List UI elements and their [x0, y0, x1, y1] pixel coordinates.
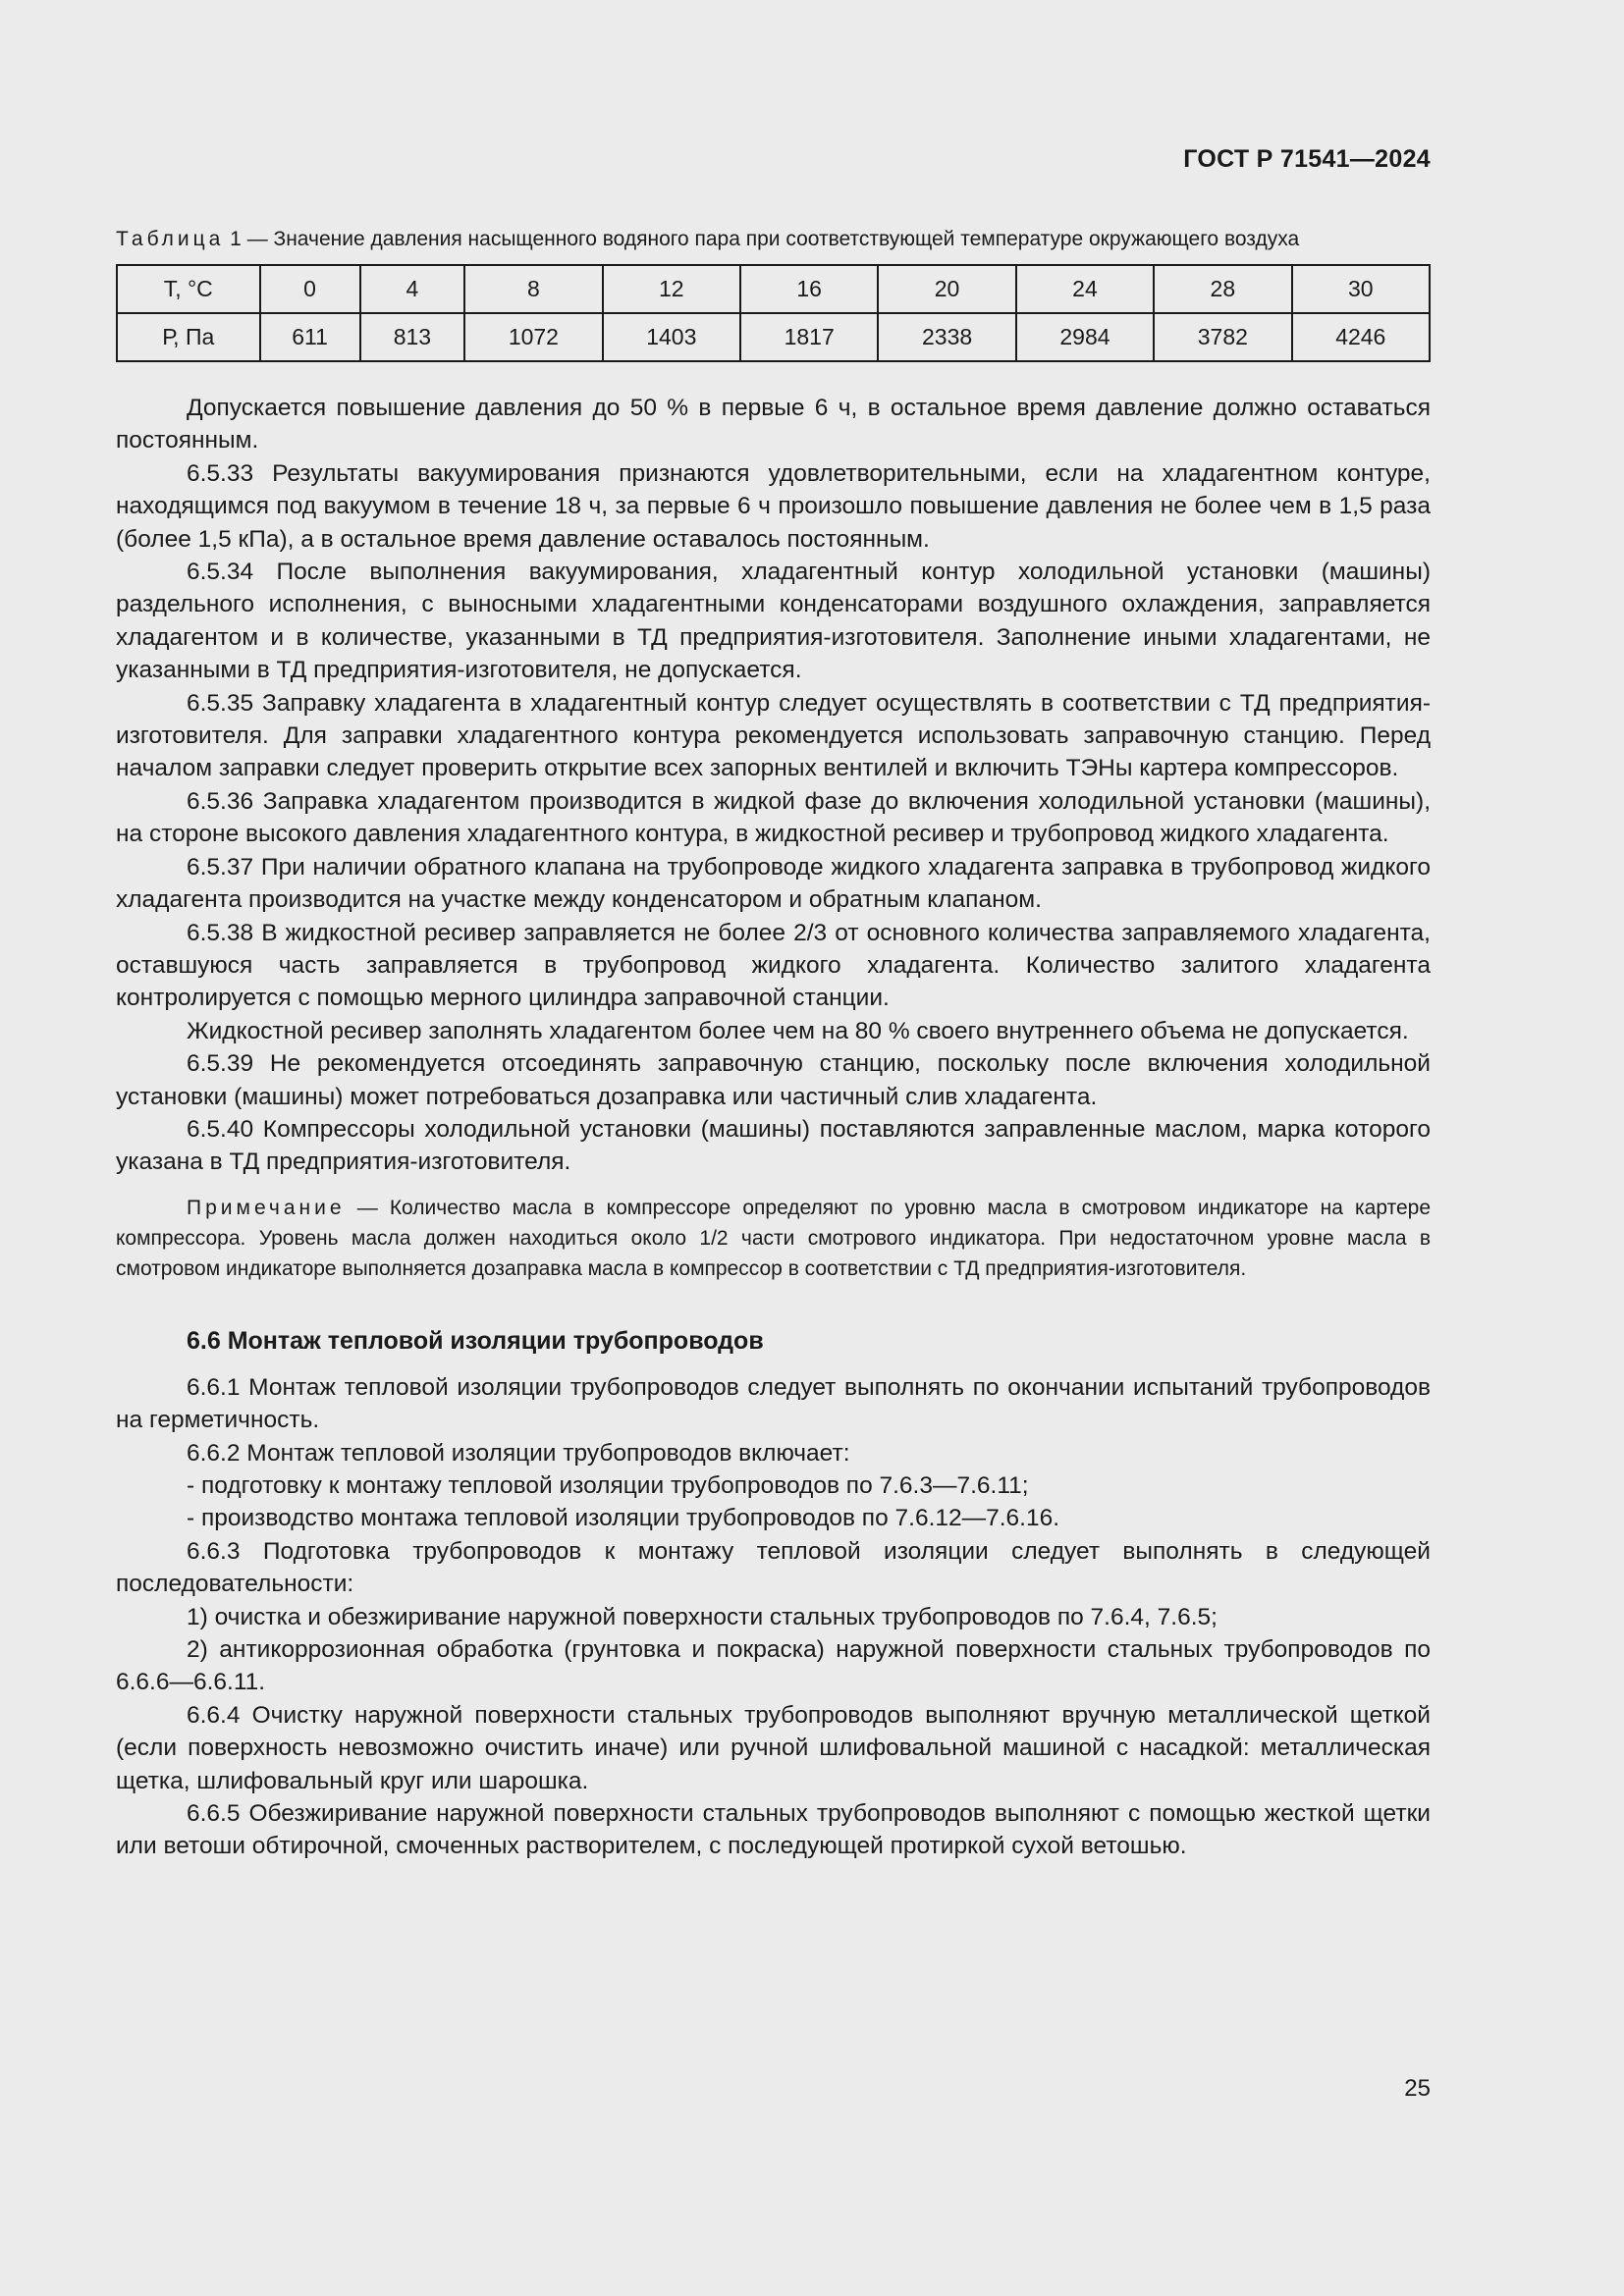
body-paragraph: 6.6.3 Подготовка трубопроводов к монтажу тепловой изоляции следует выполнять в следующей последовательности: — [116, 1537, 1431, 1598]
table-cell: 2984 — [1016, 313, 1154, 361]
table-cell: 0 — [260, 265, 360, 313]
table-row — [117, 313, 1430, 361]
table-cell: 3782 — [1154, 313, 1291, 361]
paragraphs-block-b — [116, 1371, 1431, 1863]
body-paragraph: 6.5.40 Компрессоры холодильной установки (машины) поставляются заправленные маслом, марка которого указана в ТД предприятия-изготовителя. — [116, 1115, 1431, 1176]
table-cell: 813 — [360, 313, 465, 361]
table-row-header: Р, Па — [117, 313, 260, 361]
table-cell: 30 — [1292, 265, 1430, 313]
table-cell: 1072 — [464, 313, 602, 361]
body-paragraph: - подготовку к монтажу тепловой изоляции трубопроводов по 7.6.3—7.6.11; — [187, 1471, 1029, 1499]
body-paragraph: 6.5.35 Заправку хладагента в хладагентный контур следует осуществлять в соответствии с ТД предприятия-изготовителя. Для заправки хладагентного контура рекомендуется использовать заправочную станцию. Перед началом заправки следует проверить открытие всех запорных вентилей и включить ТЭНы картера компрессоров. — [116, 689, 1431, 782]
note-paragraph — [116, 1193, 1431, 1284]
table-cell: 8 — [464, 265, 602, 313]
table-cell: 1403 — [603, 313, 740, 361]
table-cell: 4246 — [1292, 313, 1430, 361]
body-paragraph: Допускается повышение давления до 50 % в первые 6 ч, в остальное время давление должно оставаться постоянным. — [116, 395, 1431, 454]
table-caption — [116, 224, 1431, 254]
table-cell: 4 — [360, 265, 465, 313]
table-cell: 24 — [1016, 265, 1154, 313]
table-cell: 12 — [603, 265, 740, 313]
body-paragraph: 6.6.4 Очистку наружной поверхности стальных трубопроводов выполняют вручную металлической щеткой (если поверхность невозможно очистить иначе) или ручной шлифовальной машиной с насадкой: металлическая щетка, шлифовальный круг или шарошка. — [116, 1701, 1431, 1794]
table-cell: 2338 — [878, 313, 1015, 361]
body-paragraph: 6.6.5 Обезжиривание наружной поверхности стальных трубопроводов выполняют с помощью жесткой щетки или ветоши обтирочной, смоченных растворителем, с последующей протиркой сухой ветошью. — [116, 1800, 1431, 1860]
paragraphs-block-a — [116, 392, 1431, 1179]
note-label: Примечание — [187, 1196, 346, 1219]
table-row-header: Т, °С — [117, 265, 260, 313]
body-paragraph: 6.6.2 Монтаж тепловой изоляции трубопроводов включает: — [187, 1439, 850, 1467]
section-heading: 6.6 Монтаж тепловой изоляции трубопроводов — [187, 1326, 764, 1355]
body-paragraph: 6.5.34 После выполнения вакуумирования, хладагентный контур холодильной установки (машины) раздельного исполнения, с выносными хладагентными конденсаторами воздушного охлаждения, заправляется хладагентом и в количестве, указанными в ТД предприятия-изготовителя. Заполнение иными хладагентами, не указанными в ТД предприятия-изготовителя, не допускается. — [116, 559, 1431, 684]
table-row — [117, 265, 1430, 313]
body-paragraph: 6.5.39 Не рекомендуется отсоединять заправочную станцию, поскольку после включения холодильной установки (машины) может потребоваться дозаправка или частичный слив хладагента. — [116, 1050, 1431, 1110]
body-paragraph: 6.5.38 В жидкостной ресивер заправляется не более 2/3 от основного количества заправляемого хладагента, оставшуюся часть заправляется в трубопровод жидкого хладагента. Количество залитого хладагента контролируется с помощью мерного цилиндра заправочной станции. — [116, 919, 1431, 1012]
body-paragraph: Жидкостной ресивер заполнять хладагентом более чем на 80 % своего внутреннего объема не допускается. — [187, 1017, 1409, 1044]
body-paragraph: 6.6.1 Монтаж тепловой изоляции трубопроводов следует выполнять по окончании испытаний трубопроводов на герметичность. — [116, 1373, 1431, 1434]
body-paragraph: 6.5.36 Заправка хладагентом производится в жидкой фазе до включения холодильной установки (машины), на стороне высокого давления хладагентного контура, в жидкостной ресивер и трубопровод жидкого хладагента. — [116, 787, 1431, 848]
table-cell: 20 — [878, 265, 1015, 313]
body-paragraph: 2) антикоррозионная обработка (грунтовка и покраска) наружной поверхности стальных трубопроводов по 6.6.6—6.6.11. — [116, 1636, 1431, 1696]
table-cell: 1817 — [740, 313, 878, 361]
table-cell: 611 — [260, 313, 360, 361]
page-content — [116, 224, 1431, 1863]
document-id: ГОСТ Р 71541—2024 — [1183, 145, 1431, 173]
table-cell: 28 — [1154, 265, 1291, 313]
table-cell: 16 — [740, 265, 878, 313]
body-paragraph: 6.5.33 Результаты вакуумирования признаются удовлетворительными, если на хладагентном контуре, находящимся под вакуумом в течение 18 ч, за первые 6 ч произошло повышение давления не более чем в 1,5 раза (более 1,5 кПа), а в остальное время давление оставалось постоянным. — [116, 459, 1431, 553]
body-paragraph: 6.5.37 При наличии обратного клапана на трубопроводе жидкого хладагента заправка в трубопровод жидкого хладагента производится на участке между конденсатором и обратным клапаном. — [116, 853, 1431, 914]
table-caption-text: 1 — Значение давления насыщенного водяного пара при соответствующей температуре окружающего воздуха — [224, 228, 1300, 250]
body-paragraph: - производство монтажа тепловой изоляции трубопроводов по 7.6.12—7.6.16. — [187, 1505, 1060, 1532]
note-text: — Количество масла в компрессоре определяют по уровню масла в смотровом индикаторе на картере компрессора. Уровень масла должен находиться около 1/2 части смотрового индикатора. При недостаточном уровне масла в смотровом индикаторе выполняется дозаправка масла в компрессор в соответствии с ТД предприятия-изготовителя. — [116, 1196, 1431, 1280]
body-paragraph: 1) очистка и обезжиривание наружной поверхности стальных трубопроводов по 7.6.4, 7.6.5; — [187, 1603, 1218, 1630]
table-caption-label: Таблица — [116, 228, 225, 250]
page-number: 25 — [1404, 2075, 1431, 2102]
pressure-table — [116, 264, 1431, 362]
